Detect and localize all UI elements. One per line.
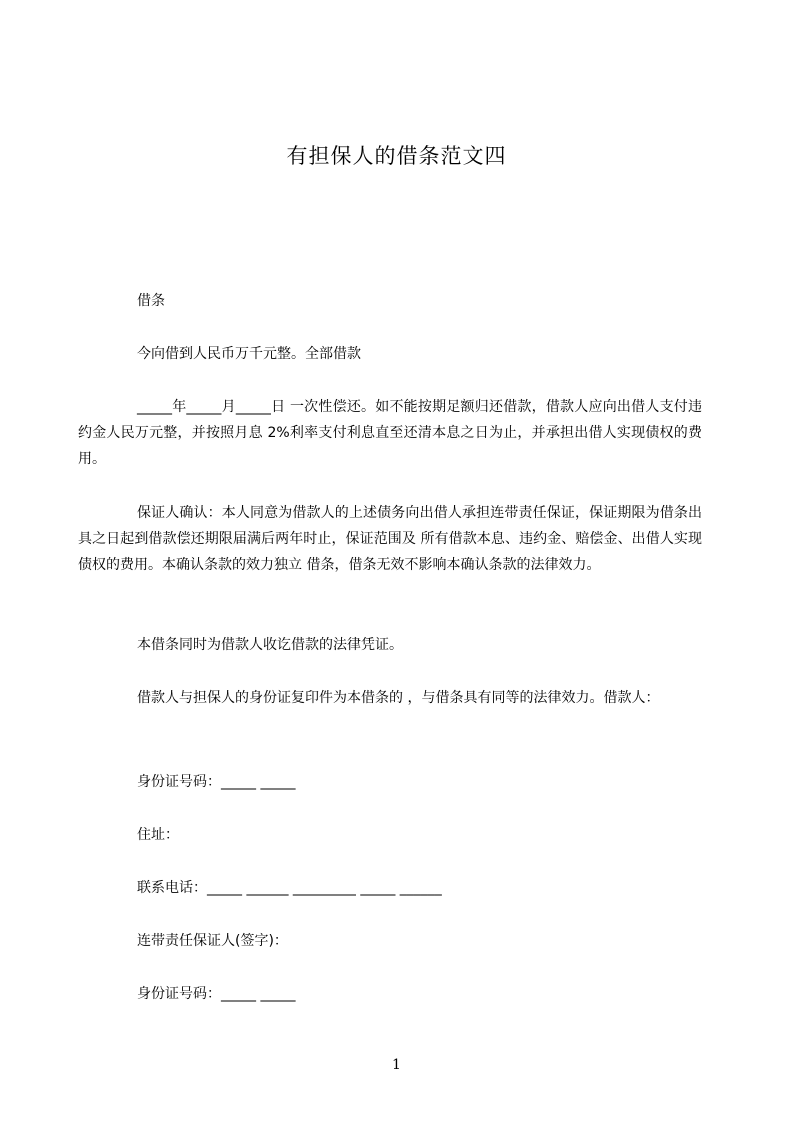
id-copy-paragraph: 借款人与担保人的身份证复印件为本借条的 ，与借条具有同等的法律效力。借款人： <box>137 690 660 706</box>
guarantor-id-number-line: 身份证号码：_____ _____ <box>137 986 296 1002</box>
guarantor-confirmation-paragraph: 保证人确认：本人同意为借款人的上述债务向出借人承担连带责任保证，保证期限为借条出具之日起到借款偿还期限届满后两年时止，保证范围及 所有借款本息、违约金、赔偿金、出借人实现债权的费用。本确认条款的效力独立 借条，借条无效不影响本确认条款的法律效力。 <box>78 505 702 573</box>
loan-amount-paragraph: 今向借到人民币万千元整。全部借款 <box>137 346 361 362</box>
borrower-address-line: 住址： <box>137 827 179 843</box>
page-number: 1 <box>392 1057 401 1073</box>
borrower-id-number-line: 身份证号码：_____ _____ <box>137 774 296 790</box>
repayment-terms-paragraph: _____年_____月_____日 一次性偿还。如不能按期足额归还借款，借款人应向出借人支付违约金人民万元整，并按照月息 2%利率支付利息直至还清本息之日为止，并承担出借人实现债权的费用。 <box>78 399 702 467</box>
guarantor-signature-line: 连带责任保证人(签字)： <box>137 933 288 949</box>
receipt-proof-paragraph: 本借条同时为借款人收讫借款的法律凭证。 <box>137 637 403 653</box>
heading-jietiao: 借条 <box>137 293 165 309</box>
document-title: 有担保人的借条范文四 <box>286 144 507 168</box>
borrower-phone-line: 联系电话：_____ ______ _________ _____ ______ <box>137 880 442 896</box>
